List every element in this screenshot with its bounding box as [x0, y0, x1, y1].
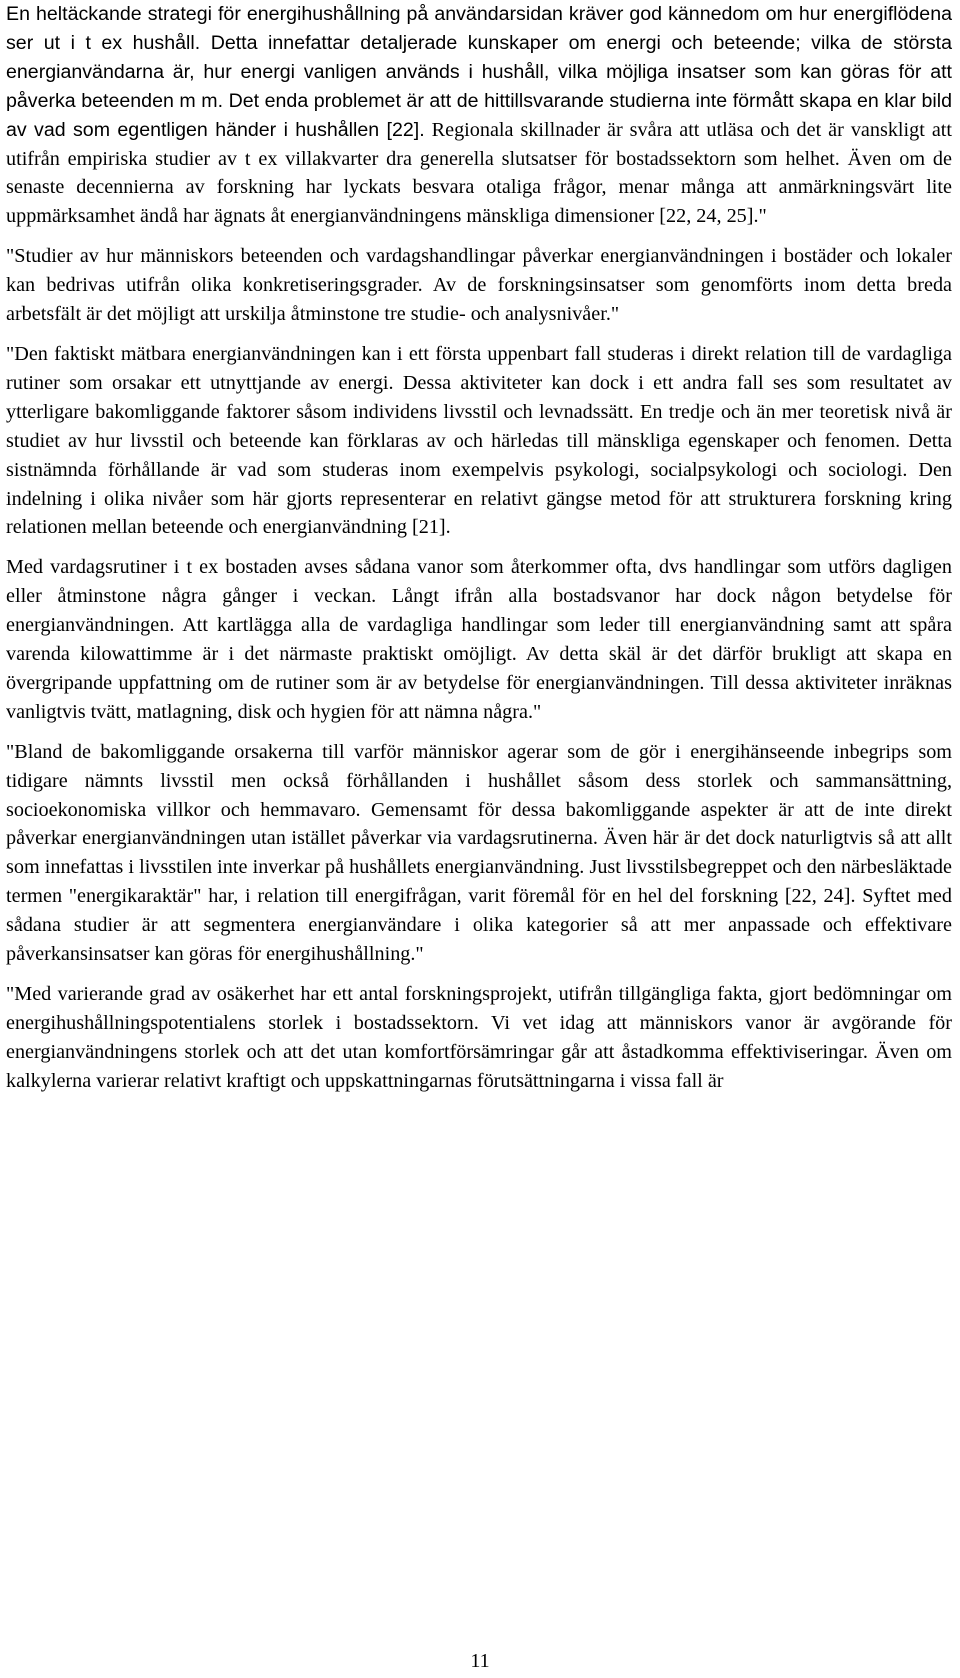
- paragraph-3: "Den faktiskt mätbara energianvändningen kan i ett första uppenbart fall studeras i direkt relation till de vardagliga rutiner som orsakar ett utnyttjande av energi. Dessa aktiviteter kan dock i ett andra fall ses som resultatet av ytterligare bakomliggande faktorer såsom individens livsstil och levnadssätt. En tredje och än mer teoretisk nivå är studiet av hur livsstil och beteende kan förklaras av och härledas till mänskliga egenskaper och fenomen. Detta sistnämnda förhållande är vad som studeras inom exempelvis psykologi, socialpsykologi och sociologi. Den indelning i olika nivåer som här gjorts representerar en relativt gängse metod för att strukturera forskning kring relationen mellan beteende och energianvändning [21].: [6, 342, 952, 539]
- paragraph-5: "Bland de bakomliggande orsakerna till varför människor agerar som de gör i energihänseende inbegrips som tidigare nämnts livsstil men också förhållanden i hushållet såsom dess storlek och sammansättning, socioekonomiska villkor och hemmavaro. Gemensamt för dessa bakomliggande aspekter är att de inte direkt påverkar energianvändningen utan istället påverkar via vardagsrutinerna. Även här är det dock naturligtvis så att allt som innefattas i livsstilen inte inverkar på hushållets energianvändning. Just livsstilsbegreppet och den närbesläktade termen "energikaraktär" har, i relation till energifrågan, varit föremål för en hel del forskning [22, 24]. Syftet med sådana studier är att segmentera energianvändare i olika kategorier så att mer anpassade och effektivare påverkansinsatser kan göras för energihushållning.": [6, 740, 952, 966]
- paragraph-1: [6, 0, 952, 231]
- paragraph-6: "Med varierande grad av osäkerhet har ett antal forskningsprojekt, utifrån tillgängliga fakta, gjort bedömningar om energihushållningspotentialens storlek i bostadssektorn. Vi vet idag att människors vanor är avgörande för energianvändningens storlek och att det utan komfortförsämringar går att åstadkomma effektiviseringar. Även om kalkylerna varierar relativt kraftigt och uppskattningarnas förutsättningarna i vissa fall är: [6, 983, 952, 1092]
- paragraph-4: Med vardagsrutiner i t ex bostaden avses sådana vanor som återkommer ofta, dvs handlingar som utförs dagligen eller åtminstone några gånger i veckan. Långt ifrån alla bostadsvanor har dock någon betydelse för energianvändningen. Att kartlägga alla de vardagliga handlingar som leder till energianvändning samt att spåra varenda kilowattimme är i det närmaste praktiskt omöjligt. Av detta skäl är det därför brukligt att skapa en övergripande uppfattning om de rutiner som är av betydelse för energianvändningen. Till dessa aktiviteter inräknas vanligtvis tvätt, matlagning, disk och hygien för att nämna några.": [6, 556, 952, 723]
- paragraph-1-serif-run: Regionala skillnader är svåra att utläsa och det är vanskligt att utifrån empiriska studier av t ex villakvarter dra generella slutsatser för bostadssektorn som helhet. Även om de senaste decennierna av forskning har lyckats besvara otaliga frågor, menar många att anmärkningsvärt lite uppmärksamhet ändå har ägnats åt energianvändningens mänskliga dimensioner [22, 24, 25].": [6, 118, 952, 228]
- paragraph-1-sans-run: En heltäckande strategi för energihushållning på användarsidan kräver god kännedom om hur energiflödena ser ut i t ex hushåll. Detta innefattar detaljerade kunskaper om energi och beteende; vilka de största energianvändarna är, hur energi vanligen används i hushåll, vilka möjliga insatser som kan göras för att påverka beteenden m m. Det enda problemet är att de hittillsvarande studierna inte förmått skapa en klar bild av vad som egentligen händer i hushållen [22].: [6, 3, 952, 141]
- page-number: 11: [470, 1650, 490, 1672]
- body-text: [6, 0, 952, 1107]
- paragraph-2: "Studier av hur människors beteenden och vardagshandlingar påverkar energianvändningen i bostäder och lokaler kan bedrivas utifrån olika konkretiseringsgrader. Av de forskningsinsatser som genomförts inom detta breda arbetsfält är det möjligt att urskilja åtminstone tre studie- och analysnivåer.": [6, 245, 952, 326]
